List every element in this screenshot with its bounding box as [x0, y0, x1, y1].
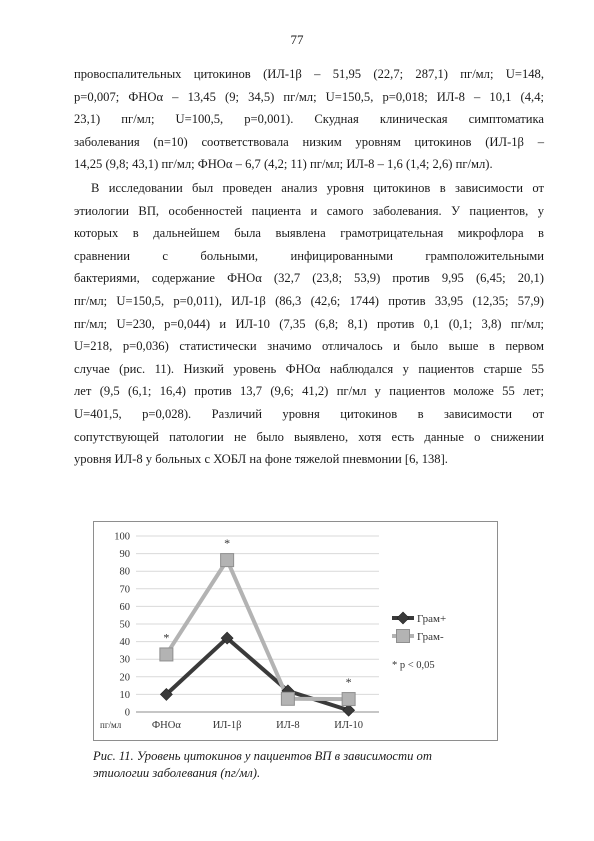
y-tick-label: 20 — [119, 672, 130, 684]
significance-mark: * — [345, 675, 352, 690]
y-tick-label: 60 — [119, 601, 130, 613]
data-point — [281, 692, 294, 705]
text-line: пг/мл; U=150,5, р=0,011), ИЛ-1β (86,3 (42,6; 1744) против 33,95 (12,35; 57,9) — [74, 293, 544, 308]
significance-mark: * — [163, 630, 170, 645]
y-tick-label: 50 — [119, 619, 130, 631]
text-line: 14,25 (9,8; 43,1) пг/мл; ФНОα – 6,7 (4,2; 11) пг/мл; ИЛ-8 – 1,6 (1,4; 2,6) пг/мл). — [74, 157, 493, 172]
legend-swatch-marker — [397, 630, 410, 643]
text-line: которых в дальнейшем была выявлена грамотрицательная микрофлора в — [74, 226, 544, 241]
y-tick-label: 70 — [119, 584, 130, 596]
y-tick-label: 40 — [119, 637, 130, 649]
text-line: 23,1) пг/мл; U=100,5, р=0,001). Скудная клиническая симптоматика — [74, 112, 544, 127]
text-line: этиологии ВП, особенностей пациента и самого заболевания. У пациентов, у — [74, 203, 544, 218]
x-tick-label: ИЛ-10 — [334, 720, 363, 731]
x-tick-label: ИЛ-8 — [276, 720, 300, 731]
data-point — [160, 648, 173, 661]
legend-label: Грам+ — [417, 613, 447, 625]
legend-swatch-marker — [397, 612, 409, 624]
text-line: случае (рис. 11). Низкий уровень ФНОα наблюдался у пациентов старше 55 — [74, 361, 544, 376]
caption-line: этиологии заболевания (пг/мл). — [93, 766, 261, 780]
data-point — [221, 554, 234, 567]
y-tick-label: 80 — [119, 566, 130, 578]
caption-line: Рис. 11. Уровень цитокинов у пациентов ВП в зависимости от — [93, 749, 432, 763]
text-line: уровня ИЛ-8 у больных с ХОБЛ на фоне тяжелой пневмонии [6, 138]. — [74, 452, 448, 467]
line-chart — [94, 522, 497, 740]
y-tick-label: 90 — [119, 549, 130, 561]
unit-label: пг/мл — [100, 720, 122, 730]
y-tick-label: 0 — [124, 707, 130, 719]
text-line: пг/мл; U=230, р=0,044) и ИЛ-10 (7,35 (6,8; 8,1) против 0,1 (0,1; 3,8) пг/мл; — [74, 316, 544, 331]
x-tick-label: ФНОα — [151, 720, 181, 731]
text-line: U=401,5, р=0,028). Различий уровня цитокинов в зависимости от — [74, 406, 544, 421]
series-line — [166, 560, 348, 699]
text-line: р=0,007; ФНОα – 13,45 (9; 34,5) пг/мл; U=150,5, р=0,018; ИЛ-8 – 10,1 (4,4; — [74, 89, 544, 104]
page-number: 77 — [290, 32, 304, 47]
y-tick-label: 30 — [119, 654, 130, 666]
text-line: лет (9,5 (6,1; 16,4) против 13,7 (9,6; 41,2) пг/мл у пациентов моложе 55 лет; — [74, 384, 544, 399]
significance-note: * p < 0,05 — [392, 660, 435, 671]
paragraph-1 — [74, 63, 544, 176]
significance-mark: * — [224, 536, 231, 551]
x-tick-label: ИЛ-1β — [212, 720, 242, 731]
text-line: В исследовании был проведен анализ уровня цитокинов в зависимости от — [91, 181, 544, 195]
text-line: U=218, р=0,036) статистически значимо отличалось и было выше в первом — [74, 339, 544, 354]
y-tick-label: 10 — [119, 689, 130, 701]
text-line: сопутствующей патологии не было выявлено, хотя есть данные о снижении — [74, 429, 544, 444]
text-line: провоспалительных цитокинов (ИЛ-1β – 51,95 (22,7; 287,1) пг/мл; U=148, — [74, 67, 544, 81]
figure-caption — [93, 748, 513, 782]
figure-chart — [93, 521, 498, 741]
legend-label: Грам- — [417, 631, 444, 643]
paragraph-2 — [74, 177, 544, 471]
data-point — [342, 693, 355, 706]
y-tick-label: 100 — [114, 531, 130, 543]
text-line: заболевания (n=10) соответствовала низким уровням цитокинов (ИЛ-1β – — [74, 134, 544, 149]
text-line: сравнении с больными, инфицированными грамположительными — [74, 248, 544, 263]
text-line: бактериями, содержание ФНОα (32,7 (23,8; 53,9) против 9,95 (6,45; 20,1) — [74, 271, 544, 286]
